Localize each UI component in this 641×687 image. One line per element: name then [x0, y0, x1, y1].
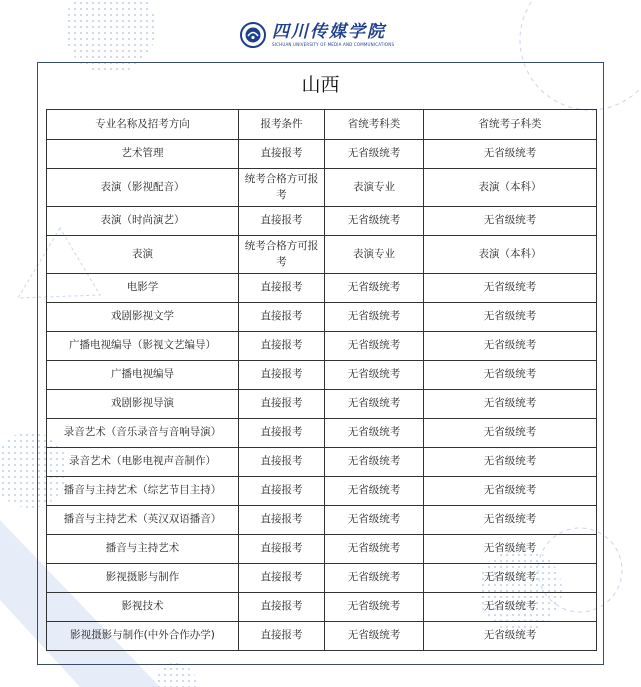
cell-exam-category: 表演专业: [325, 169, 424, 207]
table-row: [47, 506, 597, 535]
cell-condition: 直接报考: [239, 622, 325, 651]
cell-condition: 直接报考: [239, 477, 325, 506]
cell-exam-subcategory: 无省级统考: [424, 622, 597, 651]
cell-exam-subcategory: 无省级统考: [424, 332, 597, 361]
cell-condition: 直接报考: [239, 448, 325, 477]
cell-exam-subcategory: 表演（本科）: [424, 236, 597, 274]
table-row: [47, 361, 597, 390]
table-row: [47, 236, 597, 274]
cell-exam-subcategory: 无省级统考: [424, 140, 597, 169]
cell-exam-subcategory: 无省级统考: [424, 361, 597, 390]
table-row: [47, 332, 597, 361]
cell-major: 影视摄影与制作: [47, 564, 239, 593]
university-logo: [240, 22, 394, 48]
cell-condition: 直接报考: [239, 303, 325, 332]
cell-major: 广播电视编导（影视文艺编导）: [47, 332, 239, 361]
cell-major: 录音艺术（电影电视声音制作）: [47, 448, 239, 477]
cell-condition: 直接报考: [239, 140, 325, 169]
cell-exam-subcategory: 无省级统考: [424, 303, 597, 332]
cell-exam-category: 无省级统考: [325, 207, 424, 236]
header-exam-subcategory: 省统考子科类: [424, 110, 597, 140]
cell-exam-category: 无省级统考: [325, 332, 424, 361]
cell-exam-subcategory: 无省级统考: [424, 207, 597, 236]
cell-major: 播音与主持艺术（英汉双语播音）: [47, 506, 239, 535]
cell-exam-subcategory: 无省级统考: [424, 506, 597, 535]
cell-major: 影视技术: [47, 593, 239, 622]
table-row: [47, 593, 597, 622]
cell-exam-category: 无省级统考: [325, 564, 424, 593]
dotted-circle-decoration-bottom: [153, 663, 197, 687]
cell-exam-category: 无省级统考: [325, 448, 424, 477]
header-condition: 报考条件: [239, 110, 325, 140]
cell-major: 播音与主持艺术: [47, 535, 239, 564]
cell-major: 广播电视编导: [47, 361, 239, 390]
page-title: 山西: [301, 74, 340, 96]
cell-exam-category: 无省级统考: [325, 593, 424, 622]
cell-exam-category: 无省级统考: [325, 140, 424, 169]
cell-condition: 统考合格方可报考: [239, 236, 325, 274]
table-row: [47, 622, 597, 651]
table-row: [47, 140, 597, 169]
cell-condition: 直接报考: [239, 535, 325, 564]
cell-major: 戏剧影视文学: [47, 303, 239, 332]
cell-exam-subcategory: 无省级统考: [424, 564, 597, 593]
cell-exam-category: 无省级统考: [325, 274, 424, 303]
cell-exam-category: 无省级统考: [325, 622, 424, 651]
table-row: [47, 169, 597, 207]
table-row: [47, 564, 597, 593]
cell-exam-subcategory: 无省级统考: [424, 593, 597, 622]
table-row: [47, 477, 597, 506]
cell-condition: 统考合格方可报考: [239, 169, 325, 207]
header-exam-category: 省统考科类: [325, 110, 424, 140]
cell-exam-category: 无省级统考: [325, 390, 424, 419]
university-emblem-icon: [240, 22, 266, 48]
cell-exam-category: 无省级统考: [325, 419, 424, 448]
table-row: [47, 448, 597, 477]
cell-exam-category: 无省级统考: [325, 303, 424, 332]
cell-exam-category: 表演专业: [325, 236, 424, 274]
cell-exam-category: 无省级统考: [325, 535, 424, 564]
cell-exam-subcategory: 表演（本科）: [424, 169, 597, 207]
cell-exam-subcategory: 无省级统考: [424, 274, 597, 303]
cell-exam-category: 无省级统考: [325, 361, 424, 390]
cell-major: 表演（影视配音）: [47, 169, 239, 207]
cell-major: 电影学: [47, 274, 239, 303]
cell-major: 播音与主持艺术（综艺节目主持）: [47, 477, 239, 506]
cell-major: 影视摄影与制作(中外合作办学): [47, 622, 239, 651]
table-row: [47, 535, 597, 564]
cell-major: 艺术管理: [47, 140, 239, 169]
table-header-row: [47, 110, 597, 140]
cell-exam-subcategory: 无省级统考: [424, 390, 597, 419]
university-name-en: SICHUAN UNIVERSITY OF MEDIA AND COMMUNICATIONS: [272, 41, 395, 47]
cell-condition: 直接报考: [239, 361, 325, 390]
cell-exam-subcategory: 无省级统考: [424, 419, 597, 448]
cell-exam-subcategory: 无省级统考: [424, 535, 597, 564]
cell-major: 戏剧影视导演: [47, 390, 239, 419]
cell-major: 录音艺术（音乐录音与音响导演）: [47, 419, 239, 448]
table-row: [47, 207, 597, 236]
header-major: 专业名称及招考方向: [47, 110, 239, 140]
cell-exam-subcategory: 无省级统考: [424, 477, 597, 506]
cell-exam-subcategory: 无省级统考: [424, 448, 597, 477]
cell-condition: 直接报考: [239, 390, 325, 419]
cell-condition: 直接报考: [239, 564, 325, 593]
cell-exam-category: 无省级统考: [325, 477, 424, 506]
cell-condition: 直接报考: [239, 506, 325, 535]
cell-condition: 直接报考: [239, 332, 325, 361]
cell-major: 表演: [47, 236, 239, 274]
cell-exam-category: 无省级统考: [325, 506, 424, 535]
table-row: [47, 274, 597, 303]
cell-condition: 直接报考: [239, 593, 325, 622]
table-row: [47, 303, 597, 332]
table-row: [47, 419, 597, 448]
cell-major: 表演（时尚演艺）: [47, 207, 239, 236]
cell-condition: 直接报考: [239, 207, 325, 236]
cell-condition: 直接报考: [239, 419, 325, 448]
cell-condition: 直接报考: [239, 274, 325, 303]
admission-table: [46, 109, 597, 651]
university-name-cn: 四川传媒学院: [272, 21, 386, 42]
table-row: [47, 390, 597, 419]
